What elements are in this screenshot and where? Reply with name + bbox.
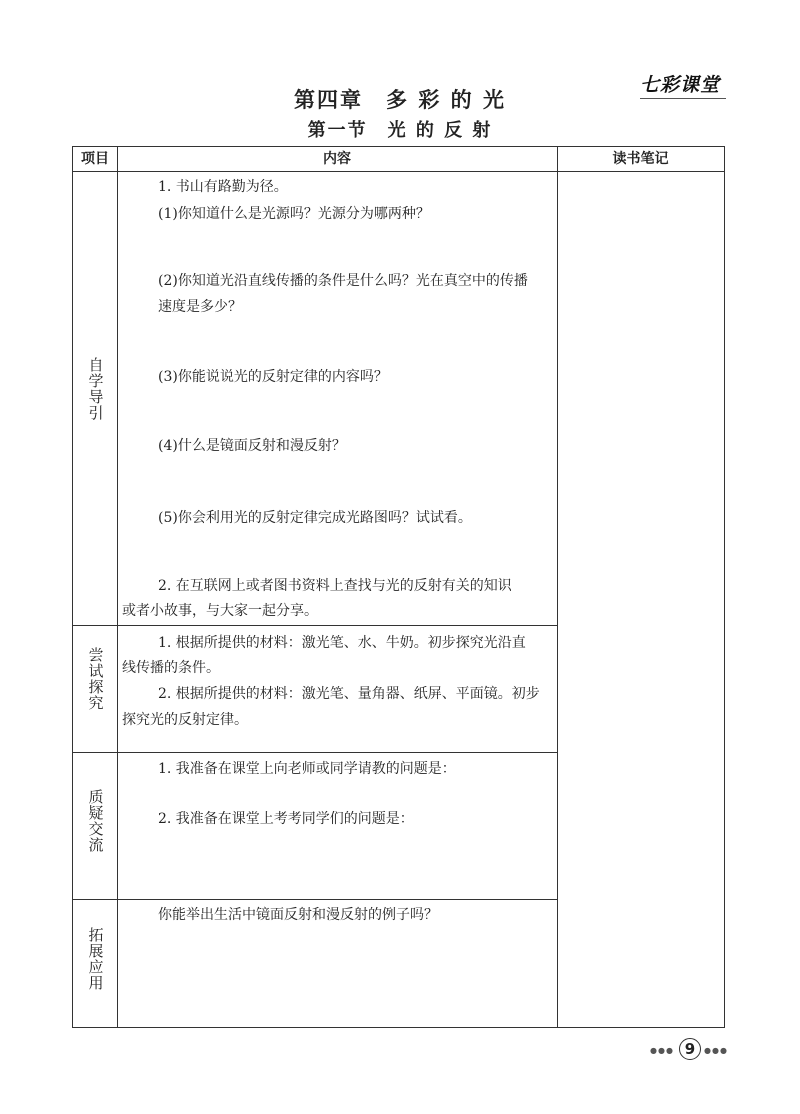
content-line: (2)你知道光沿直线传播的条件是什么吗？光在真空中的传播 <box>158 273 528 289</box>
content-line: 2. 我准备在课堂上考考同学们的问题是： <box>158 811 414 827</box>
content-line: 你能举出生活中镜面反射和漫反射的例子吗？ <box>158 907 438 923</box>
row-divider <box>73 625 558 626</box>
logo-text: 七彩课堂 <box>640 74 721 96</box>
column-divider <box>557 147 558 1027</box>
chapter-title: 第四章 多 彩 的 光 <box>294 88 506 112</box>
column-header-content: 内容 <box>323 151 351 167</box>
content-line: 线传播的条件。 <box>122 660 220 676</box>
content-line: (1)你知道什么是光源吗？光源分为哪两种？ <box>158 206 430 222</box>
content-line: 1. 根据所提供的材料：激光笔、水、牛奶。初步探究光沿直 <box>158 635 526 651</box>
row-label-explore: 尝试探究 <box>86 647 105 711</box>
content-line: 2. 根据所提供的材料：激光笔、量角器、纸屏、平面镜。初步 <box>158 686 540 702</box>
study-table <box>72 146 725 1028</box>
content-line: (5)你会利用光的反射定律完成光路图吗？试试看。 <box>158 510 472 526</box>
content-line: 速度是多少？ <box>158 299 242 315</box>
page-number: 9 <box>679 1038 701 1060</box>
row-divider <box>73 752 558 753</box>
content-line: 2. 在互联网上或者图书资料上查找与光的反射有关的知识 <box>158 578 512 594</box>
page-number-badge <box>650 1038 728 1060</box>
column-header-notes: 读书笔记 <box>612 151 669 167</box>
section-title: 第一节 光 的 反 射 <box>307 120 493 141</box>
content-line: (3)你能说说光的反射定律的内容吗？ <box>158 369 388 385</box>
column-divider <box>117 147 118 1027</box>
content-line: 1. 书山有路勤为径。 <box>158 179 288 195</box>
decor-dots-left: ●●● <box>650 1046 674 1055</box>
row-label-discussion: 质疑交流 <box>86 789 105 853</box>
decor-dots-right: ●●● <box>704 1046 728 1055</box>
content-line: 1. 我准备在课堂上向老师或同学请教的问题是： <box>158 761 456 777</box>
header-row-divider <box>73 171 724 172</box>
column-header-item: 项目 <box>81 151 109 167</box>
content-line: 或者小故事，与大家一起分享。 <box>122 603 318 619</box>
content-line: 探究光的反射定律。 <box>122 712 248 728</box>
row-label-application: 拓展应用 <box>86 927 105 991</box>
row-label-self-study: 自学导引 <box>86 357 105 421</box>
row-divider <box>73 899 558 900</box>
content-line: (4)什么是镜面反射和漫反射？ <box>158 438 346 454</box>
